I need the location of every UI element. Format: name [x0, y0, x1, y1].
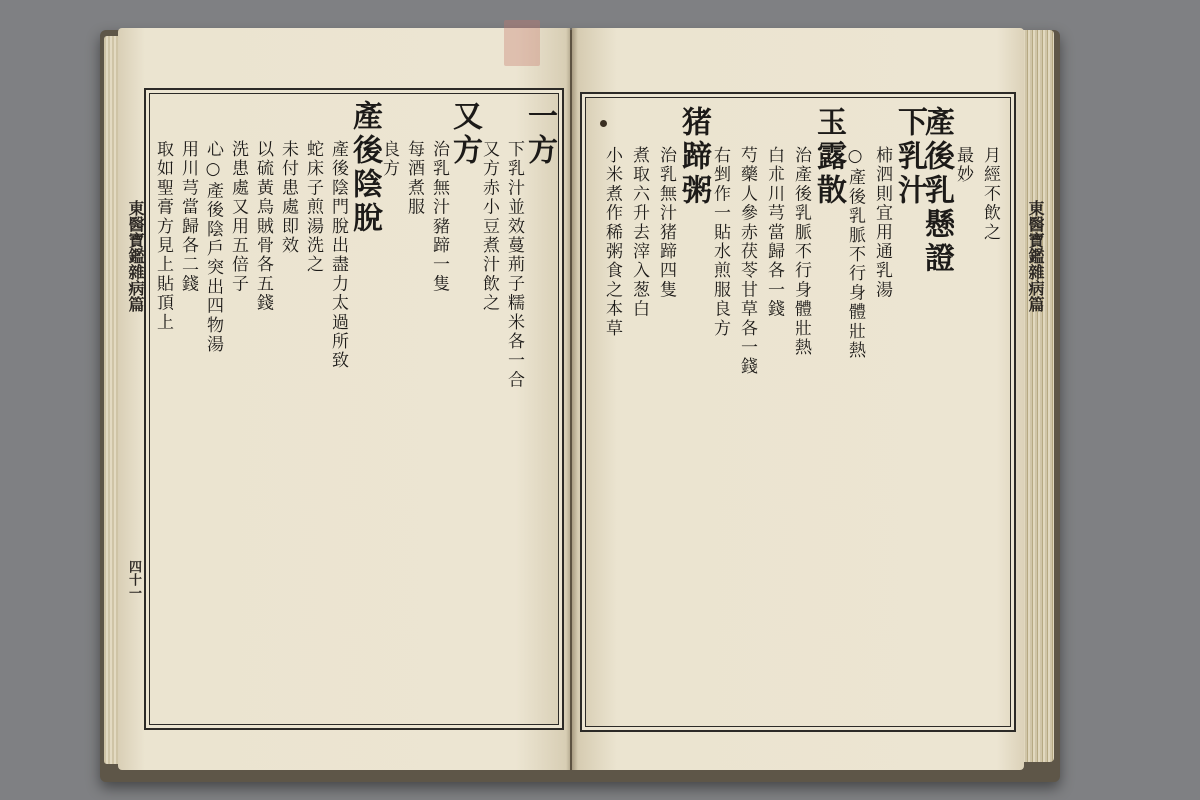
text-column: 最妙 [953, 146, 973, 185]
section-heading: 又方 [447, 100, 482, 168]
text-column: 蛇床子煎湯洗之 [303, 140, 323, 275]
text-column: ○產後乳脈不行身體壯熱 [845, 146, 865, 361]
text-column: 治乳無汁豬蹄一隻 [429, 140, 449, 294]
text-column: 月經不飲之 [980, 146, 1000, 242]
section-heading: 產後陰脫 [347, 100, 382, 236]
text-column: 芍藥人參赤茯苓甘草各一錢 [737, 146, 757, 377]
text-column: 治產後乳脈不行身體壯熱 [791, 146, 811, 358]
right-page-edges [1020, 30, 1054, 762]
text-column: 又方赤小豆煮汁飲之 [479, 140, 499, 313]
library-seal [504, 20, 540, 66]
section-heading: 猪蹄粥 [676, 106, 711, 208]
text-column: 下乳汁並效蔓荊子糯米各一合 [504, 140, 524, 390]
section-heading: 一方 [522, 100, 557, 168]
book-gutter [566, 28, 578, 770]
text-column: 以硫黃烏賊骨各五錢 [253, 140, 273, 313]
text-column: 用川芎當歸各二錢 [178, 140, 198, 294]
text-column: 每酒煮服 [404, 140, 424, 217]
section-heading: 產後乳懸證 [919, 106, 954, 276]
section-heading: 下乳汁 [892, 106, 927, 208]
text-column: 小米煮作稀粥食之本草 [602, 146, 622, 338]
text-column: 取如聖膏方見上貼頂上 [153, 140, 173, 332]
left-side-title: 東醫寶鑑雜病篇 [126, 200, 145, 312]
text-column: 柿泗則宜用通乳湯 [872, 146, 892, 300]
ink-spot [600, 120, 607, 127]
text-column: 煮取六升去滓入葱白 [629, 146, 649, 319]
text-column: 未付患處即效 [278, 140, 298, 256]
left-folio: 四十一 [126, 560, 141, 599]
text-column: 治乳無汁猪蹄四隻 [656, 146, 676, 300]
text-column: 右剉作一貼水煎服良方 [710, 146, 730, 338]
text-column: 白朮川芎當歸各一錢 [764, 146, 784, 319]
section-heading: 玉露散 [811, 106, 846, 208]
text-column: 洗患處又用五倍子 [228, 140, 248, 294]
text-column: 產後陰門脫出盡力太過所致 [328, 140, 348, 371]
text-column: 良方 [379, 140, 399, 179]
text-column: 心○產後陰戶突出四物湯 [203, 140, 223, 355]
right-side-title: 東醫寶鑑雜病篇 [1026, 200, 1045, 312]
